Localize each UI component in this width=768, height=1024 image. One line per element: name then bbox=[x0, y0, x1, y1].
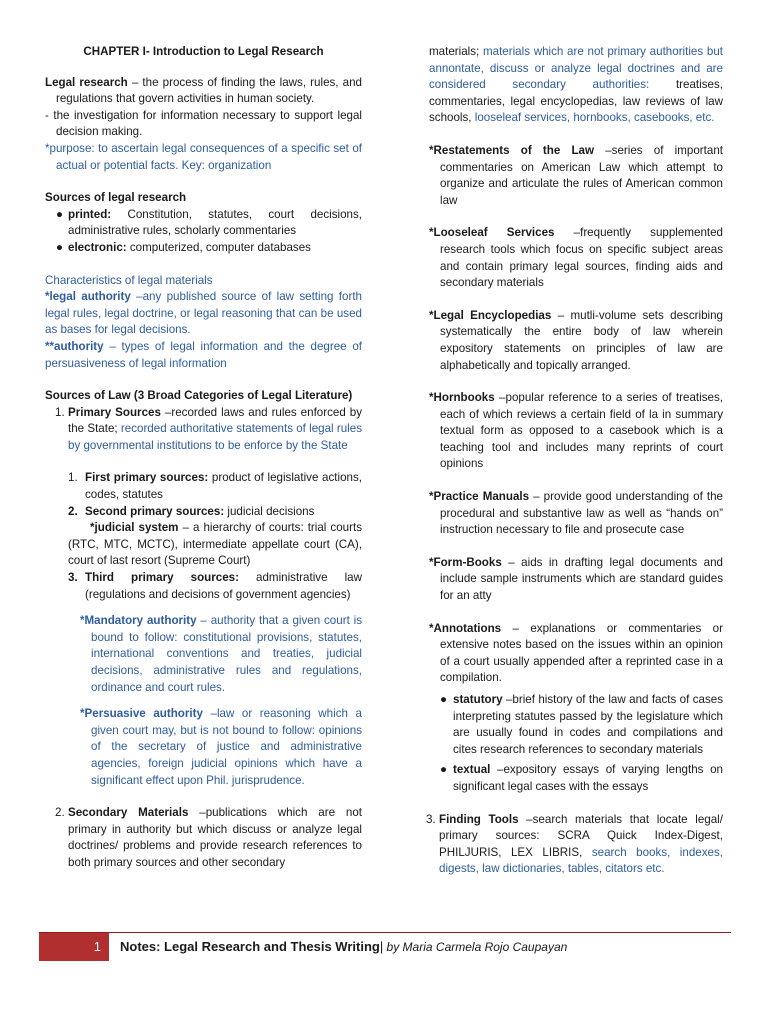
electronic-def: computerized, computer databases bbox=[126, 240, 311, 254]
investigation-line: - the investigation for information necessary to support legal decision making. bbox=[45, 108, 362, 139]
bullet-icon: ● bbox=[56, 207, 64, 221]
left-column bbox=[45, 44, 362, 872]
secondary-continuation bbox=[429, 44, 723, 127]
persuasive-authority bbox=[45, 706, 362, 789]
hornbooks-entry bbox=[429, 390, 723, 473]
restatements-entry bbox=[429, 143, 723, 209]
footer-byline: by Maria Carmela Rojo Caupayan bbox=[383, 940, 568, 954]
page-footer bbox=[39, 932, 731, 962]
first-def: product of legislative actions, codes, statutes bbox=[85, 471, 362, 502]
item-number: 1. bbox=[68, 471, 78, 485]
page-number-box bbox=[39, 933, 109, 961]
formbooks-def: – aids in drafting legal documents and include sample instruments which are standard guides for an atty bbox=[440, 555, 723, 603]
cont-text-blue: looseleaf services, hornbooks, casebooks, etc. bbox=[474, 111, 715, 125]
primary-def-blue: recorded authoritative statements of legal rules by governmental institutions to be enforce by the State bbox=[68, 422, 362, 452]
electronic-term: electronic: bbox=[68, 240, 127, 254]
list-item bbox=[45, 240, 362, 257]
bullet-icon: ● bbox=[440, 693, 448, 706]
third-primary-item bbox=[45, 570, 362, 603]
second-term: Second primary sources: bbox=[85, 504, 225, 518]
restatements-def: –series of important commentaries on American Law which attempt to organize and articulate the rules of American common law bbox=[440, 143, 723, 207]
secondary-term: Secondary Materials bbox=[68, 806, 189, 820]
cont-text-blue: materials which are not primary authorities but annontate, discuss or analyze legal doctrines and are considered secondary authorities: bbox=[429, 45, 723, 92]
legal-research-definition bbox=[45, 75, 362, 108]
persuasive-def: –law or reasoning which a given court may, but is not bound to follow: opinions of the secretary of justice and administrative agencies, foreign judicial opinions which have a significant effect upon Phil. jurisprudence. bbox=[91, 707, 362, 787]
sources-list bbox=[45, 207, 362, 257]
practice-manuals-entry bbox=[429, 489, 723, 539]
legal-authority-definition bbox=[45, 289, 362, 339]
printed-def: Constitution, statutes, court decisions, administrative rules, scholarly commentaries bbox=[68, 207, 362, 238]
textual-def: –expository essays of varying lengths on significant legal cases with the essays bbox=[453, 763, 723, 793]
authority-def: – types of legal information and the degree of persuasiveness of legal information bbox=[45, 339, 362, 370]
second-def: judicial decisions bbox=[224, 504, 315, 518]
annotations-def: – explanations or commentaries or extensive notes based on the issues within an opinion of a court usually appended after a reprinted case in a compilation. bbox=[440, 621, 723, 685]
chapter-title: CHAPTER I- Introduction to Legal Research bbox=[83, 45, 324, 58]
primary-sources-item bbox=[45, 405, 362, 455]
purpose-term: *purpose: bbox=[45, 141, 95, 155]
third-term: Third primary sources: bbox=[85, 571, 239, 585]
legal-research-def: – the process of finding the laws, rules, and regulations that govern activities in human society. bbox=[56, 75, 362, 106]
finding-def-blue: search books, indexes, digests, law dictionaries, tables, citators etc. bbox=[439, 845, 723, 876]
item-number: 3. bbox=[68, 571, 78, 585]
purpose-line bbox=[45, 141, 362, 174]
mandatory-def: – authority that a given court is bound to follow: constitutional provisions, statutes, international conventions and treaties, judicial decisions, administrative rules and regulations, ordinance and court rules. bbox=[91, 614, 362, 694]
item-number: 3. bbox=[426, 812, 436, 826]
annotations-entry bbox=[429, 621, 723, 687]
mandatory-term: *Mandatory authority bbox=[80, 614, 197, 628]
hornbooks-term: *Hornbooks bbox=[429, 391, 495, 405]
key-def: organization bbox=[204, 158, 272, 172]
purpose-def: to ascertain legal consequences of a specific set of actual or potential facts. bbox=[56, 141, 362, 172]
cont-text: materials; bbox=[429, 45, 483, 58]
legal-research-term: Legal research bbox=[45, 75, 128, 89]
list-item bbox=[429, 692, 723, 758]
manuals-def: – provide good understanding of the procedural and substantive law as well as “hands on” instruction necessary to file and prosecute case bbox=[440, 490, 723, 537]
judicial-system bbox=[45, 520, 362, 570]
cont-text: treatises, commentaries, legal encyclopedias, law reviews of law schools, bbox=[429, 78, 723, 125]
form-books-entry bbox=[429, 555, 723, 605]
annotations-term: *Annotations bbox=[429, 621, 502, 635]
footer-separator: | bbox=[379, 939, 384, 954]
bullet-icon: ● bbox=[56, 240, 64, 254]
key-term: Key: bbox=[181, 158, 205, 172]
item-number: 2. bbox=[55, 806, 65, 820]
authority-definition bbox=[45, 339, 362, 372]
hornbooks-def: –popular reference to a series of treatises, each of which reviews a certain field of la in summary textual form as opposed to a casebook which is a teaching tool and includes many reprints of court opinions bbox=[440, 391, 723, 471]
looseleaf-def: –frequently supplemented research tools which focus on specific subject areas and contain primary legal sources, finding aids and secondary materials bbox=[440, 226, 724, 290]
encyclopedias-term: *Legal Encyclopedias bbox=[429, 308, 552, 322]
third-def: administrative law (regulations and decisions of government agencies) bbox=[85, 571, 362, 601]
list-item bbox=[45, 207, 362, 240]
finding-term: Finding Tools bbox=[439, 812, 519, 826]
legal-authority-term: *legal authority bbox=[45, 290, 131, 304]
list-item bbox=[429, 762, 723, 795]
looseleaf-term: *Looseleaf Services bbox=[429, 226, 555, 240]
characteristics-heading: Characteristics of legal materials bbox=[45, 273, 213, 287]
item-number: 2. bbox=[68, 504, 78, 518]
encyclopedias-def: – mutli-volume sets describing systematically the entire body of law wherein expository statements on principles of law are alphabetically and topically arranged. bbox=[440, 308, 723, 372]
manuals-term: *Practice Manuals bbox=[429, 490, 530, 504]
secondary-def: –publications which are not primary in authority but which discuss or analyze legal doctrines/ problems and provide research references to both primary sources and other secondary bbox=[68, 806, 362, 869]
judicial-term: *judicial system bbox=[90, 521, 179, 535]
primary-def: –recorded laws and rules enforced by the State; bbox=[68, 405, 363, 436]
mandatory-authority bbox=[45, 613, 362, 696]
judicial-def: – a hierarchy of courts: trial courts (RTC, MTC, MCTC), intermediate appellate court (CA), court of last resort (Supreme Court) bbox=[68, 521, 362, 568]
secondary-materials-item bbox=[45, 805, 362, 871]
finding-tools-item bbox=[416, 812, 723, 878]
textual-term: textual bbox=[453, 763, 491, 777]
right-column bbox=[426, 44, 724, 878]
bullet-icon: ● bbox=[440, 763, 448, 777]
annotations-list bbox=[429, 692, 723, 796]
first-primary-item bbox=[45, 470, 362, 503]
sources-of-law-heading: Sources of Law (3 Broad Categories of Legal Literature) bbox=[45, 389, 353, 403]
encyclopedias-entry bbox=[429, 308, 723, 374]
page-number: 1 bbox=[93, 939, 101, 954]
printed-term: printed: bbox=[68, 207, 112, 221]
statutory-def: –brief history of the law and facts of cases interpreting statutes passed by the legislature which are usually found in codes and compilations and cites research references to secondary materials bbox=[453, 693, 723, 756]
sources-heading: Sources of legal research bbox=[45, 191, 187, 205]
finding-def: –search materials that locate legal/ primary sources: SCRA Quick Index-Digest, PHILJURIS, LEX LIBRIS, bbox=[439, 812, 723, 859]
persuasive-term: *Persuasive authority bbox=[80, 707, 203, 721]
formbooks-term: *Form-Books bbox=[429, 555, 502, 569]
second-primary-item bbox=[45, 504, 362, 521]
restatements-term: *Restatements of the Law bbox=[429, 143, 595, 157]
authority-term: **authority bbox=[45, 339, 104, 353]
item-number: 1. bbox=[55, 405, 65, 419]
footer-text bbox=[120, 933, 567, 961]
primary-term: Primary Sources bbox=[68, 405, 161, 419]
notes-title: Notes: Legal Research and Thesis Writing bbox=[120, 939, 380, 954]
first-term: First primary sources: bbox=[85, 471, 209, 485]
looseleaf-entry bbox=[429, 225, 723, 291]
legal-authority-def: –any published source of law setting forth legal rules, legal doctrine, or legal reasoning that can be used as bases for legal decisions. bbox=[45, 290, 363, 337]
statutory-term: statutory bbox=[453, 693, 503, 706]
